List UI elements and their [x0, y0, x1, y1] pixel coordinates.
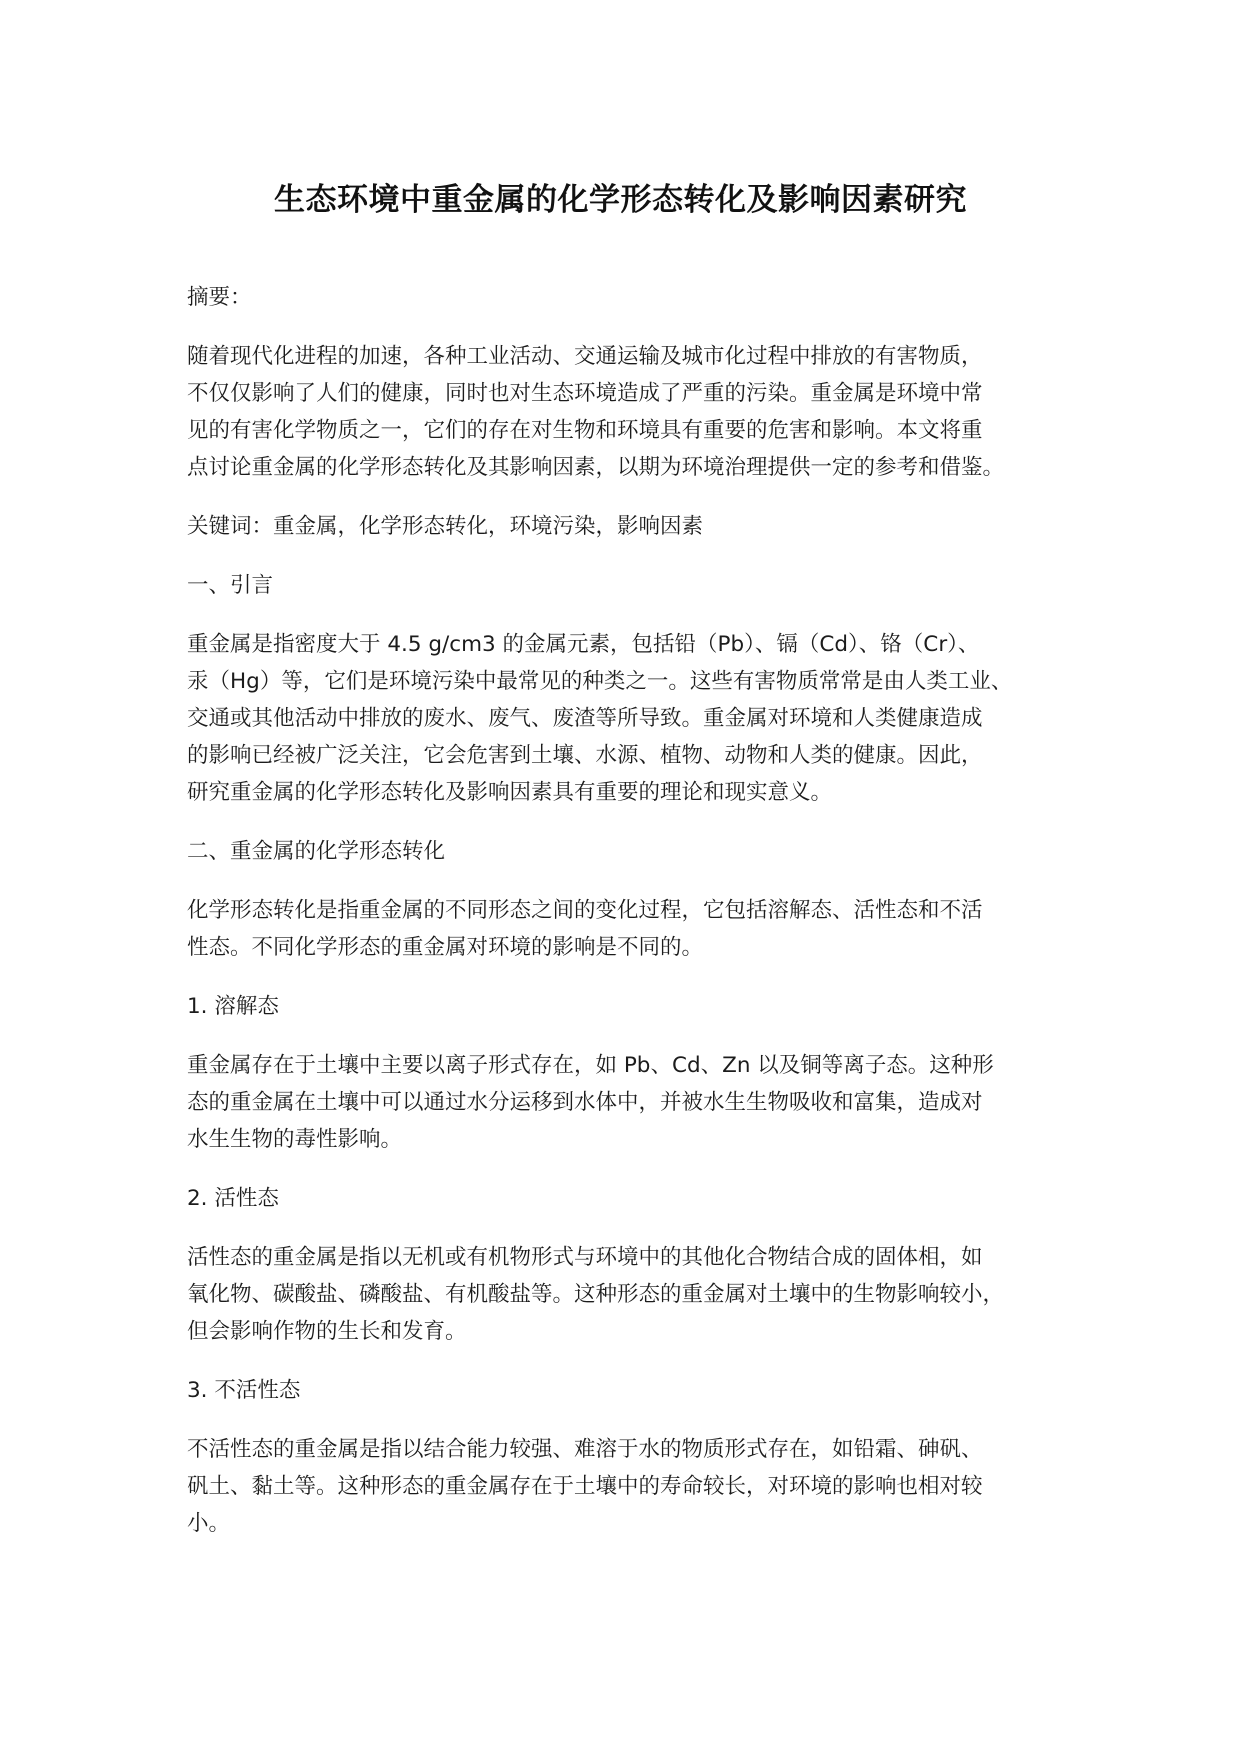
subsection-3-body — [187, 1431, 1087, 1542]
text-line: 态的重金属在土壤中可以通过水分运移到水体中，并被水生生物吸收和富集，造成对 — [187, 1090, 983, 1115]
text-line: 二、重金属的化学形态转化 — [187, 839, 446, 864]
subsection-1-heading — [187, 988, 1087, 1025]
text-line: 但会影响作物的生长和发育。 — [187, 1319, 467, 1344]
text-line: 性态。不同化学形态的重金属对环境的影响是不同的。 — [187, 935, 704, 960]
section-2-body — [187, 892, 1087, 966]
text-line: 3. 不活性态 — [187, 1378, 301, 1403]
section-2-heading — [187, 833, 1087, 870]
keywords — [187, 508, 1087, 545]
text-line: 化学形态转化是指重金属的不同形态之间的变化过程，它包括溶解态、活性态和不活 — [187, 898, 983, 923]
text-line: 不仅仅影响了人们的健康，同时也对生态环境造成了严重的污染。重金属是环境中常 — [187, 381, 983, 406]
text-line: 重金属存在于土壤中主要以离子形式存在，如 Pb、Cd、Zn 以及铜等离子态。这种形 — [187, 1053, 994, 1078]
section-1-heading — [187, 567, 1087, 604]
subsection-2-body — [187, 1239, 1087, 1350]
text-line: 关键词：重金属，化学形态转化，环境污染，影响因素 — [187, 514, 704, 539]
text-line: 1. 溶解态 — [187, 994, 279, 1019]
text-line: 随着现代化进程的加速，各种工业活动、交通运输及城市化过程中排放的有害物质， — [187, 344, 983, 369]
subsection-1-body — [187, 1047, 1087, 1158]
text-line: 点讨论重金属的化学形态转化及其影响因素，以期为环境治理提供一定的参考和借鉴。 — [187, 455, 1005, 480]
text-line: 不活性态的重金属是指以结合能力较强、难溶于水的物质形式存在，如铅霜、砷矾、 — [187, 1437, 983, 1462]
text-line: 研究重金属的化学形态转化及影响因素具有重要的理论和现实意义。 — [187, 780, 833, 805]
text-line: 一、引言 — [187, 573, 274, 598]
subsection-2-heading — [187, 1180, 1087, 1217]
document-body — [187, 279, 1087, 1542]
text-line: 摘要： — [187, 285, 252, 310]
subsection-3-heading — [187, 1372, 1087, 1409]
text-line: 重金属是指密度大于 4.5 g/cm3 的金属元素，包括铅（Pb）、镉（Cd）、铬（Cr）、 — [187, 632, 980, 657]
document-title: 生态环境中重金属的化学形态转化及影响因素研究 — [274, 182, 967, 218]
abstract-label — [187, 279, 1087, 316]
text-line: 交通或其他活动中排放的废水、废气、废渣等所导致。重金属对环境和人类健康造成 — [187, 706, 983, 731]
text-line: 见的有害化学物质之一，它们的存在对生物和环境具有重要的危害和影响。本文将重 — [187, 418, 983, 443]
text-line: 活性态的重金属是指以无机或有机物形式与环境中的其他化合物结合成的固体相，如 — [187, 1245, 983, 1270]
text-line: 2. 活性态 — [187, 1186, 279, 1211]
text-line: 的影响已经被广泛关注，它会危害到土壤、水源、植物、动物和人类的健康。因此， — [187, 743, 983, 768]
text-line: 氧化物、碳酸盐、磷酸盐、有机酸盐等。这种形态的重金属对土壤中的生物影响较小， — [187, 1282, 1005, 1307]
text-line: 水生生物的毒性影响。 — [187, 1127, 403, 1152]
text-line: 汞（Hg）等，它们是环境污染中最常见的种类之一。这些有害物质常常是由人类工业、 — [187, 669, 1013, 694]
section-1-body — [187, 626, 1087, 811]
abstract-body — [187, 338, 1087, 486]
text-line: 小。 — [187, 1511, 231, 1536]
text-line: 矾土、黏土等。这种形态的重金属存在于土壤中的寿命较长，对环境的影响也相对较 — [187, 1474, 983, 1499]
